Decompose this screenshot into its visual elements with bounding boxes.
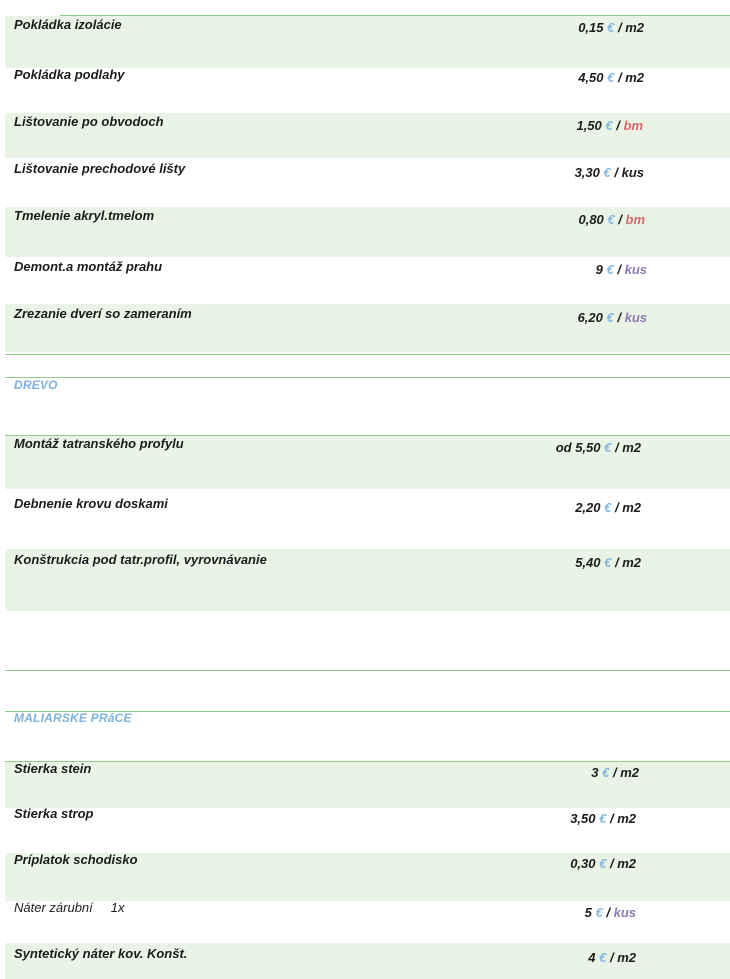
- item-price: 5 € / kus: [584, 905, 636, 920]
- item-price: 6,20 € / kus: [577, 310, 647, 325]
- item-price: 4,50 € / m2: [578, 70, 644, 85]
- unit: kus: [613, 905, 636, 920]
- divider-line: [5, 354, 730, 355]
- unit: m2: [622, 555, 641, 570]
- unit: m2: [617, 950, 636, 965]
- unit: kus: [624, 262, 647, 277]
- item-price: 3,30 € / kus: [574, 165, 644, 180]
- item-extra: 1x: [110, 900, 125, 915]
- item-name: Zrezanie dverí so zameraním: [14, 306, 192, 321]
- item-name: Demont.a montáž prahu: [14, 259, 163, 274]
- euro-symbol: €: [604, 440, 612, 455]
- item-price: 2,20 € / m2: [575, 500, 641, 515]
- euro-symbol: €: [604, 500, 612, 515]
- divider-line: [5, 761, 730, 762]
- item-price: 3,50 € / m2: [570, 811, 636, 826]
- euro-symbol: €: [607, 212, 615, 227]
- euro-symbol: €: [607, 20, 615, 35]
- unit: kus: [621, 165, 644, 180]
- item-price: 5,40 € / m2: [575, 555, 641, 570]
- unit: m2: [622, 440, 641, 455]
- unit: m2: [617, 856, 636, 871]
- unit: bm: [623, 118, 643, 133]
- unit: bm: [625, 212, 645, 227]
- item-price: 9 € / kus: [595, 262, 647, 277]
- item-name: Lištovanie po obvodoch: [14, 114, 164, 129]
- item-name: Stierka strop: [14, 806, 94, 821]
- unit: kus: [624, 310, 647, 325]
- item-price: 4 € / m2: [588, 950, 636, 965]
- euro-symbol: €: [599, 811, 607, 826]
- unit: m2: [620, 765, 639, 780]
- euro-symbol: €: [606, 310, 614, 325]
- item-name: Syntetický náter kov. Konšt.: [14, 946, 188, 961]
- item-name: Príplatok schodisko: [14, 852, 138, 867]
- divider-line: [5, 377, 730, 378]
- euro-symbol: €: [605, 118, 613, 133]
- item-name: Tmelenie akryl.tmelom: [14, 208, 155, 223]
- section-heading: MALIARSKE PRáCE: [14, 711, 132, 725]
- item-price: 0,80 € / bm: [578, 212, 645, 227]
- euro-symbol: €: [599, 856, 607, 871]
- unit: m2: [625, 20, 644, 35]
- unit: m2: [617, 811, 636, 826]
- item-name: Náter zárubní 1x: [14, 900, 125, 915]
- unit: m2: [622, 500, 641, 515]
- item-name: Montáž tatranského profylu: [14, 436, 184, 451]
- unit: m2: [625, 70, 644, 85]
- section-heading: DREVO: [14, 378, 58, 392]
- item-name: Pokládka podlahy: [14, 67, 125, 82]
- item-price: od 5,50 € / m2: [555, 440, 641, 455]
- item-price: 3 € / m2: [591, 765, 639, 780]
- divider-line: [60, 15, 730, 16]
- divider-line: [5, 670, 730, 671]
- euro-symbol: €: [602, 765, 610, 780]
- euro-symbol: €: [607, 70, 615, 85]
- item-name: Pokládka izolácie: [14, 17, 122, 32]
- item-name: Debnenie krovu doskami: [14, 496, 168, 511]
- euro-symbol: €: [606, 262, 614, 277]
- euro-symbol: €: [604, 555, 612, 570]
- item-name: Stierka stein: [14, 761, 92, 776]
- item-name: Lištovanie prechodové lišty: [14, 161, 186, 176]
- euro-symbol: €: [603, 165, 611, 180]
- euro-symbol: €: [595, 905, 603, 920]
- euro-symbol: €: [599, 950, 607, 965]
- item-price: 0,30 € / m2: [570, 856, 636, 871]
- item-price: 1,50 € / bm: [576, 118, 643, 133]
- item-price: 0,15 € / m2: [578, 20, 644, 35]
- item-name: Konštrukcia pod tatr.profil, vyrovnávanie: [14, 552, 267, 567]
